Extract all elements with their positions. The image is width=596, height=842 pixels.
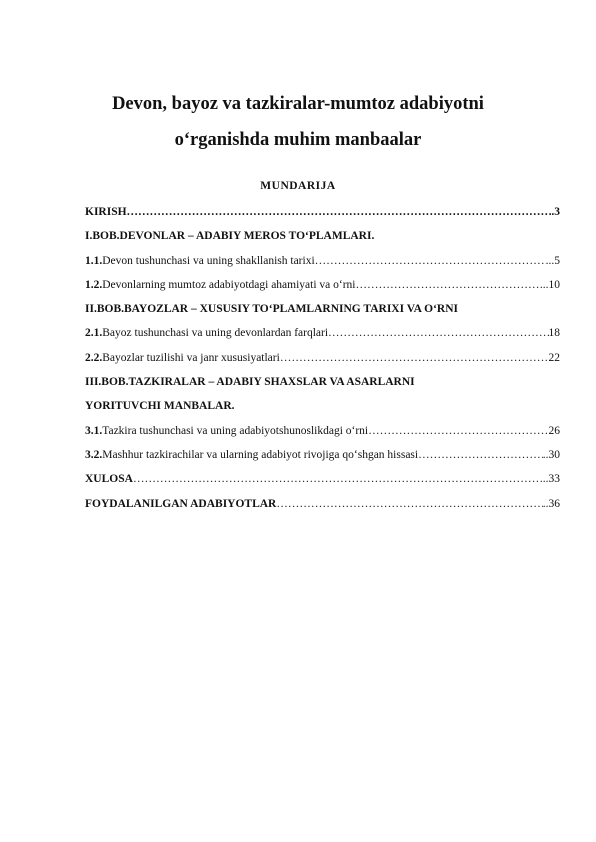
toc-entry-page: ..36	[542, 497, 560, 510]
toc-section-1-2[interactable]	[85, 273, 560, 297]
toc-leader-dots	[276, 492, 542, 516]
toc-leader-dots	[328, 321, 548, 345]
toc-entry-xulosa[interactable]	[85, 467, 560, 491]
toc-leader-dots	[133, 467, 543, 491]
toc-section-label: Mashhur tazkirachilar va ularning adabiyot rivojiga qo‘shgan hissasi	[102, 448, 419, 461]
toc-chapter-label: II.BOB.BAYOZLAR – XUSUSIY TO‘PLAMLARNING TARIXI VA O‘RNI	[85, 303, 458, 316]
toc-section-number: 3.2.	[85, 448, 103, 461]
toc-entry-label: FOYDALANILGAN ADABIYOTLAR	[85, 497, 277, 510]
toc-section-2-2[interactable]	[85, 346, 560, 370]
toc-section-label: Bayoz tushunchasi va uning devonlardan farqlari	[102, 327, 329, 340]
toc-section-label: Tazkira tushunchasi va uning adabiyotshunoslikdagi o‘rni	[102, 424, 369, 437]
toc-entry-page: ..30	[542, 448, 560, 461]
toc-leader-dots	[280, 346, 549, 370]
toc-section-number: 1.2.	[85, 278, 103, 291]
toc-entry-page: 22	[548, 351, 560, 364]
toc-chapter-label: YORITUVCHI MANBALAR.	[85, 400, 235, 413]
toc-entry-page: 18	[548, 327, 560, 340]
toc-section-3-2[interactable]	[85, 443, 560, 467]
toc-entry-page: ...5	[545, 254, 560, 267]
document-title-line-1: Devon, bayoz va tazkiralar-mumtoz adabiyotni	[112, 94, 484, 114]
toc-section-2-1[interactable]	[85, 321, 560, 345]
toc-entry-page: .3	[551, 206, 560, 218]
toc-section-label: Bayozlar tuzilishi va janr xususiyatlari	[102, 351, 280, 364]
toc-entry-foydalanilgan-adabiyotlar[interactable]	[85, 492, 560, 516]
toc-section-label: Devon tushunchasi va uning shakllanish tarixi	[102, 254, 315, 267]
contents-heading: MUNDARIJA	[260, 180, 336, 192]
toc-chapter-label: I.BOB.DEVONLAR – ADABIY MEROS TO‘PLAMLARI.	[85, 230, 375, 243]
toc-section-number: 2.1.	[85, 327, 103, 340]
toc-entry-page: ..33	[542, 473, 560, 486]
toc-entry-label: XULOSA	[85, 473, 133, 486]
toc-entry-kirish[interactable]	[85, 200, 560, 224]
toc-leader-dots	[418, 443, 543, 467]
toc-chapter-3-line-2[interactable]	[85, 394, 560, 418]
toc-section-3-1[interactable]	[85, 419, 560, 443]
toc-section-number: 3.1.	[85, 424, 103, 437]
toc-entry-page: 26	[548, 424, 560, 437]
toc-leader-dots	[315, 249, 546, 273]
toc-chapter-3-line-1[interactable]	[85, 370, 560, 394]
toc-leader-dots	[368, 419, 548, 443]
table-of-contents	[85, 200, 560, 516]
toc-section-1-1[interactable]	[85, 249, 560, 273]
document-title-line-2: o‘rganishda muhim manbaalar	[174, 130, 422, 150]
toc-leader-dots	[356, 273, 540, 297]
toc-leader-dots	[127, 200, 552, 224]
toc-chapter-label: III.BOB.TAZKIRALAR – ADABIY SHAXSLAR VA ASARLARNI	[85, 376, 415, 389]
toc-section-number: 2.2.	[85, 351, 103, 364]
toc-section-number: 1.1.	[85, 254, 103, 267]
toc-chapter-2[interactable]	[85, 297, 560, 321]
toc-entry-page: ...10	[539, 278, 560, 291]
toc-entry-label: KIRISH	[85, 206, 127, 218]
toc-chapter-1[interactable]	[85, 224, 560, 248]
toc-section-label: Devonlarning mumtoz adabiyotdagi ahamiyati va o‘rni	[102, 278, 356, 291]
